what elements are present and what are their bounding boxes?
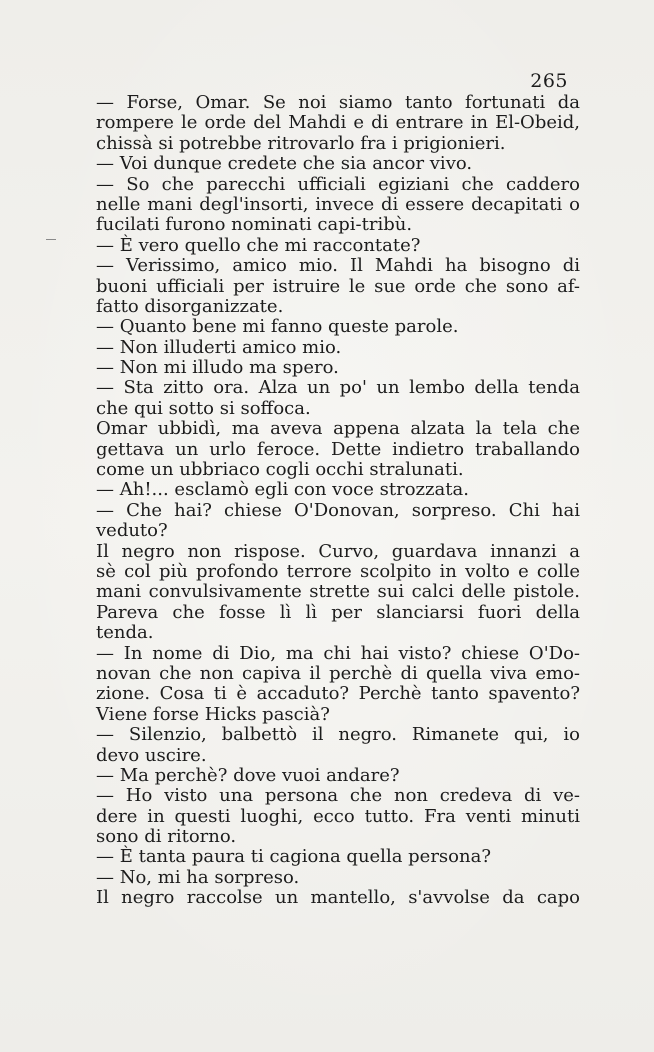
text-line: — Voi dunque credete che sia ancor vivo. (96, 153, 473, 175)
text-line: fucilati furono nominati capi-tribù. (96, 214, 413, 236)
text-line: — Ho visto una persona che non credeva di ve- (96, 785, 580, 807)
text-line: sono di ritorno. (96, 826, 237, 848)
text-line: rompere le orde del Mahdi e di entrare in El-Obeid, (96, 112, 580, 134)
text-line: Omar ubbidì, ma aveva appena alzata la tela che (96, 418, 580, 440)
text-line: nelle mani degl'insorti, invece di essere decapitati o (96, 193, 580, 215)
text-line: che qui sotto si soffoca. (96, 397, 311, 419)
text-line: — È vero quello che mi raccontate? (96, 234, 421, 256)
text-line: mani convulsivamente strette sui calci delle pistole. (96, 581, 580, 603)
text-line: — Che hai? chiese O'Donovan, sorpreso. Chi hai (96, 499, 580, 521)
text-line: veduto? (96, 520, 168, 542)
text-line: Il negro non rispose. Curvo, guardava innanzi a (96, 540, 580, 562)
text-line: Il negro raccolse un mantello, s'avvolse da capo (96, 887, 580, 909)
text-line: — Silenzio, balbettò il negro. Rimanete qui, io (96, 724, 580, 746)
text-line: — Verissimo, amico mio. Il Mahdi ha bisogno di (96, 255, 580, 277)
text-line: zione. Cosa ti è accaduto? Perchè tanto spavento? (96, 683, 580, 705)
text-line: gettava un urlo feroce. Dette indietro traballando (96, 438, 580, 460)
text-line: — Ma perchè? dove vuoi andare? (96, 764, 400, 786)
text-line: dere in questi luoghi, ecco tutto. Fra venti minuti (96, 805, 580, 827)
text-line: novan che non capiva il perchè di quella viva emo- (96, 662, 580, 684)
text-line: — Ah!... esclamò egli con voce strozzata. (96, 479, 469, 501)
text-line: tenda. (96, 622, 154, 644)
text-line: Pareva che fosse lì lì per slanciarsi fuori della (96, 601, 580, 623)
text-line: fatto disorganizzate. (96, 295, 284, 317)
text-line: devo uscire. (96, 744, 207, 766)
text-line: chissà si potrebbe ritrovarlo fra i prigionieri. (96, 132, 506, 154)
text-line: — No, mi ha sorpreso. (96, 866, 300, 888)
text-line: come un ubbriaco cogli occhi stralunati. (96, 459, 464, 481)
body-text (96, 93, 580, 909)
text-line: — Non illuderti amico mio. (96, 336, 342, 358)
text-line: sè col più profondo terrore scolpito in volto e colle (96, 560, 580, 582)
margin-mark (46, 239, 56, 240)
text-line: — È tanta paura ti cagiona quella persona? (96, 846, 491, 868)
text-line: buoni ufficiali per istruire le sue orde che sono af- (96, 275, 580, 297)
text-line: — Sta zitto ora. Alza un po' un lembo della tenda (96, 377, 580, 399)
text-line: — Quanto bene mi fanno queste parole. (96, 316, 459, 338)
text-line: — So che parecchi ufficiali egiziani che caddero (96, 173, 580, 195)
page-number: 265 (530, 70, 568, 92)
text-line: — In nome di Dio, ma chi hai visto? chiese O'Do- (96, 642, 580, 664)
text-line: Viene forse Hicks pascià? (96, 703, 330, 725)
text-line: — Forse, Omar. Se noi siamo tanto fortunati da (96, 92, 580, 113)
text-line: — Non mi illudo ma spero. (96, 357, 339, 379)
